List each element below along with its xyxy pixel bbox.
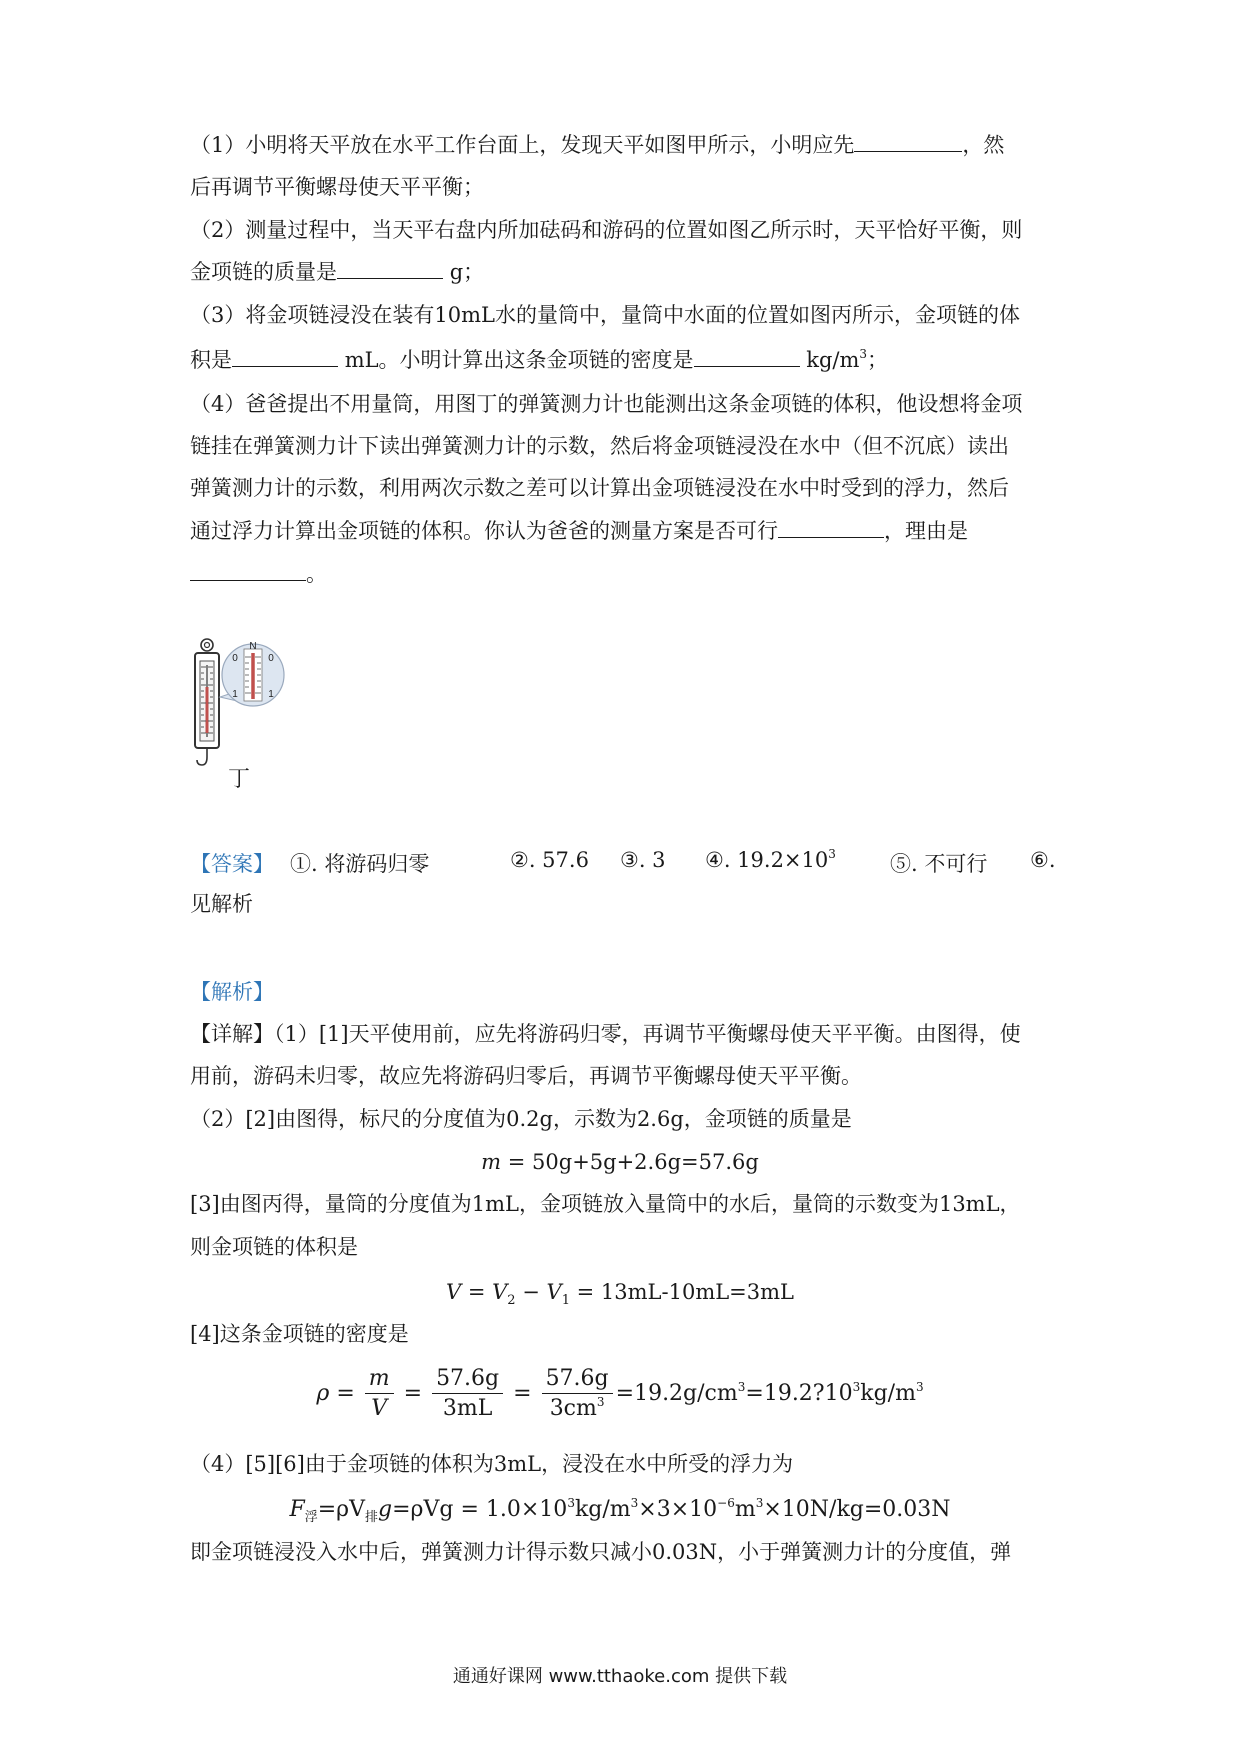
answer-row	[190, 848, 1070, 878]
q2-line2	[190, 260, 484, 285]
q1-line2: 后再调节平衡螺母使天平平衡；	[190, 175, 484, 199]
spring-scale-figure	[185, 637, 315, 782]
q3-text-e: ；	[867, 348, 889, 372]
equation-buoyancy: $F_浮=\rho V_排g=\rho Vg = 1.0\times 10^3kg/m^3\times 3\times 10^{-6}m^3\times 10N/kg=0.03N$	[289, 1496, 951, 1525]
q3-text-a: 积是	[190, 348, 232, 372]
answer-blank-4[interactable]	[694, 365, 800, 367]
answer-blank-6[interactable]	[190, 579, 306, 581]
fraction-mass-over-cm3: $\frac{57.6g}{3cm^3}$	[542, 1366, 613, 1422]
detail-line6: [4]这条金项链的密度是	[190, 1322, 409, 1346]
scale-ring-icon	[201, 639, 213, 651]
q4-line1: （4）爸爸提出不用量筒，用图丁的弹簧测力计也能测出这条金项链的体积，他设想将金项	[190, 392, 1023, 416]
answer-6: ⑥.	[1030, 848, 1056, 872]
zoom-tick-1-right: 1	[268, 689, 274, 700]
q4-line2: 链挂在弹簧测力计下读出弹簧测力计的示数，然后将金项链浸没在水中（但不沉底）读出	[190, 434, 1009, 458]
q3-text-b: mL。小明计算出这条金项链的密度是	[344, 348, 694, 372]
q3-line2	[190, 348, 888, 373]
q3-unit-exp: 3	[859, 347, 868, 361]
q4-line5	[190, 562, 327, 587]
figure-caption: 丁	[228, 767, 251, 792]
q1-text-a: （1）小明将天平放在水平工作台面上，发现天平如图甲所示，小明应先	[190, 133, 855, 157]
answer-1: ①. 将游码归零	[290, 852, 430, 876]
equation-mass: m = 50g+5g+2.6g=57.6g	[481, 1150, 759, 1174]
zoom-label-n: N	[249, 641, 257, 652]
answer-5: ⑤. 不可行	[890, 852, 988, 876]
detail-line4: [3]由图丙得，量筒的分度值为1mL，金项链放入量筒中的水后，量筒的示数变为13mL，	[190, 1192, 1021, 1216]
detail-line3: （2）[2]由图得，标尺的分度值为0.2g，示数为2.6g，金项链的质量是	[190, 1107, 852, 1131]
answer-blank-1[interactable]	[854, 150, 962, 152]
q3-unit: kg/m	[806, 348, 860, 372]
zoom-tick-1-left: 1	[232, 689, 238, 700]
answer-3: ③. 3	[620, 848, 666, 872]
analysis-tag: 【解析】	[190, 980, 274, 1004]
q1-line1	[190, 133, 1004, 158]
detail-line2: 用前，游码未归零，故应先将游码归零后，再调节平衡螺母使天平平衡。	[190, 1064, 862, 1088]
q4-text-end: 。	[306, 562, 327, 586]
q2-line1: （2）测量过程中，当天平右盘内所加砝码和游码的位置如图乙所示时，天平恰好平衡，则	[190, 218, 1023, 242]
q3-line1: （3）将金项链浸没在装有10mL水的量筒中，量筒中水面的位置如图丙所示，金项链的体	[190, 303, 1020, 327]
answer-2: ②. 57.6	[510, 848, 589, 872]
answer-blank-2[interactable]	[337, 277, 443, 279]
answer-4: ④. $19.2\times 10^3$	[705, 847, 836, 872]
q4-line4	[190, 519, 968, 544]
fraction-mass-over-ml: $\frac{57.6g}{3mL}$	[432, 1366, 503, 1422]
q1-text-b: ，然	[962, 133, 1005, 157]
detail-line7: （4）[5][6]由于金项链的体积为3mL，浸没在水中所受的浮力为	[190, 1452, 794, 1476]
q2-text-a: 金项链的质量是	[190, 260, 337, 284]
q2-text-b: g；	[449, 260, 485, 284]
answer-tag: 【答案】	[190, 852, 274, 876]
zoom-tick-0-left: 0	[232, 653, 238, 664]
detail-line8: 即金项链浸没入水中后，弹簧测力计得示数只减小0.03N，小于弹簧测力计的分度值，弹	[190, 1540, 1012, 1564]
detail-line1: 【详解】（1）[1]天平使用前，应先将游码归零，再调节平衡螺母使天平平衡。由图得，使	[190, 1022, 1021, 1046]
q4-text-b: ，理由是	[884, 519, 968, 543]
answer-blank-5[interactable]	[778, 536, 884, 538]
q4-text-a: 通过浮力计算出金项链的体积。你认为爸爸的测量方案是否可行	[190, 519, 778, 543]
fraction-m-over-v: $\frac{m}{V}$	[365, 1366, 394, 1422]
q4-line3: 弹簧测力计的示数，利用两次示数之差可以计算出金项链浸没在水中时受到的浮力，然后	[190, 476, 1009, 500]
equation-volume: $V = V_2 - V_1 = 13mL-10mL=3mL$	[445, 1280, 794, 1308]
answer-6-cont: 见解析	[190, 892, 253, 916]
scale-hook-icon	[197, 757, 207, 765]
equation-density: ρ = $\frac{m}{V}$ = $\frac{57.6g}{3mL}$ = $\frac{57.6g}{3cm^3}$ $=19.2g/cm^3=19.2?10^3kg/m^3$	[316, 1366, 924, 1422]
page-footer: 通通好课网 www.tthaoke.com 提供下载	[452, 1666, 788, 1687]
zoom-tick-0-right: 0	[268, 653, 274, 664]
answer-blank-3[interactable]	[232, 365, 338, 367]
detail-line5: 则金项链的体积是	[190, 1235, 358, 1259]
